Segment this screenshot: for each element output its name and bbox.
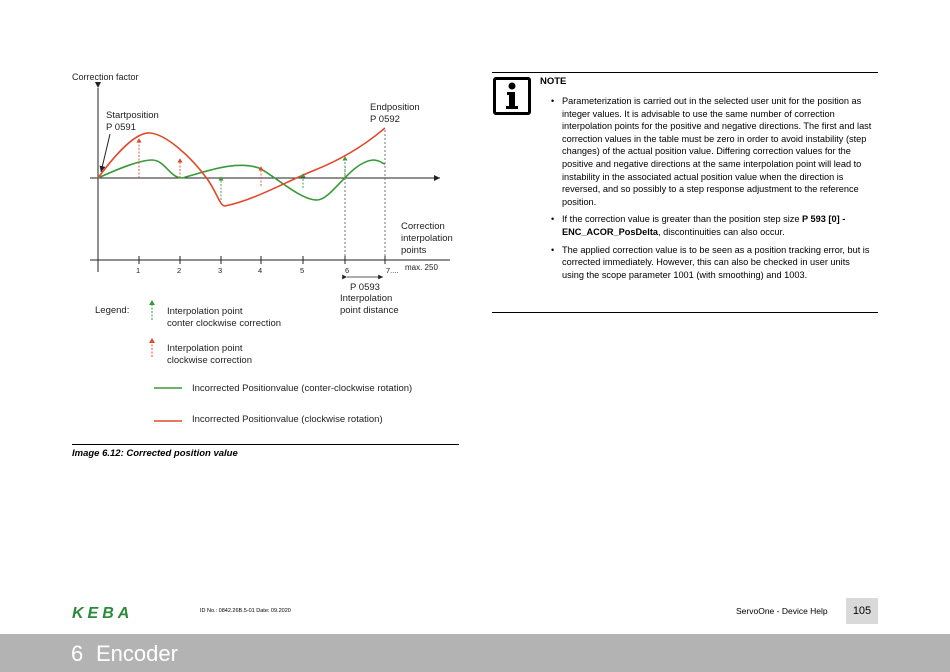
legend-green-text: Incorrected Positionvalue (conter-clockwise rotation) — [192, 383, 413, 394]
tick-labels — [136, 266, 399, 275]
figure-caption: Image 6.12: Corrected position value — [72, 448, 238, 459]
corr-points-label-1: Correction — [401, 221, 445, 232]
tick-7: 7.... — [386, 266, 399, 275]
start-param: P 0591 — [106, 122, 136, 133]
red-curve — [98, 128, 385, 206]
distance-label-1: Interpolation — [340, 293, 393, 304]
guide-lines — [345, 130, 385, 256]
legend-ccw-point-1: Interpolation point — [167, 306, 243, 317]
tick-1: 1 — [136, 266, 141, 275]
y-axis-label: Correction factor — [72, 72, 139, 82]
tick-2: 2 — [177, 266, 182, 275]
correction-diagram — [60, 60, 470, 440]
note-bottom-rule — [492, 312, 878, 313]
note-title: NOTE — [540, 76, 567, 87]
end-label: Endposition — [370, 102, 420, 113]
note-bullet-3: • The applied correction value is to be seen as a position tracking error, but is corrected immediately. However, this can also be checked in user units using the scope parameter 1001 (with smoothing) and 1003. — [562, 244, 872, 282]
legend-title: Legend: — [95, 305, 130, 316]
start-label: Startposition — [106, 110, 159, 121]
note-bullet-1: • Parameterization is carried out in the selected user unit for the position as integer values. It is advisable to use the same number of correction interpolation points for the positive and negative directions. The first and last correction values in the table must be zero in order to avoid instability (step changes) of the actual position value. Differing correction values for the positive and negative directions at the same interpolation point will lead to instability in the associated actual position value when the direction is reversed, and so possibly to a step response adjustment to the reference position. — [562, 95, 872, 208]
legend-ccw-point-2: conter clockwise correction — [167, 318, 282, 329]
page-number: 105 — [846, 598, 878, 624]
legend-cw-point-2: clockwise correction — [167, 355, 252, 366]
keba-logo — [72, 604, 152, 620]
info-icon — [493, 77, 531, 115]
footer-id: ID No.: 0842.26B.5-01 Date: 09.2020 — [200, 608, 291, 614]
corr-points-label-2: interpolation — [401, 233, 453, 244]
start-pointer — [101, 134, 110, 172]
legend-red-text: Incorrected Positionvalue (clockwise rotation) — [192, 414, 383, 425]
tick-3: 3 — [218, 266, 223, 275]
note-bullet-2: • If the correction value is greater than the position step size P 593 [0] - ENC_ACOR_PosDelta, discontinuities can also occur. — [562, 213, 872, 238]
distance-label-2: point distance — [340, 305, 399, 316]
green-curve — [98, 160, 385, 200]
footer-help: ServoOne - Device Help — [736, 606, 828, 616]
param-reference: P 593 [0] - ENC_ACOR_PosDelta — [562, 214, 846, 237]
legend-cw-point-1: Interpolation point — [167, 343, 243, 354]
corr-points-label-3: points — [401, 245, 427, 256]
chapter-number: 6 — [71, 641, 84, 666]
caption-rule — [72, 444, 459, 445]
end-param: P 0592 — [370, 114, 400, 125]
distance-param: P 0593 — [350, 282, 380, 293]
chapter-title: Encoder — [96, 641, 178, 666]
tick-5: 5 — [300, 266, 305, 275]
svg-text:KEBA: KEBA — [72, 605, 134, 620]
note-list — [562, 95, 872, 286]
tick-6: 6 — [345, 266, 350, 275]
max-label: max. 250 — [405, 263, 438, 272]
tick-4: 4 — [258, 266, 263, 275]
note-top-rule — [492, 72, 878, 73]
